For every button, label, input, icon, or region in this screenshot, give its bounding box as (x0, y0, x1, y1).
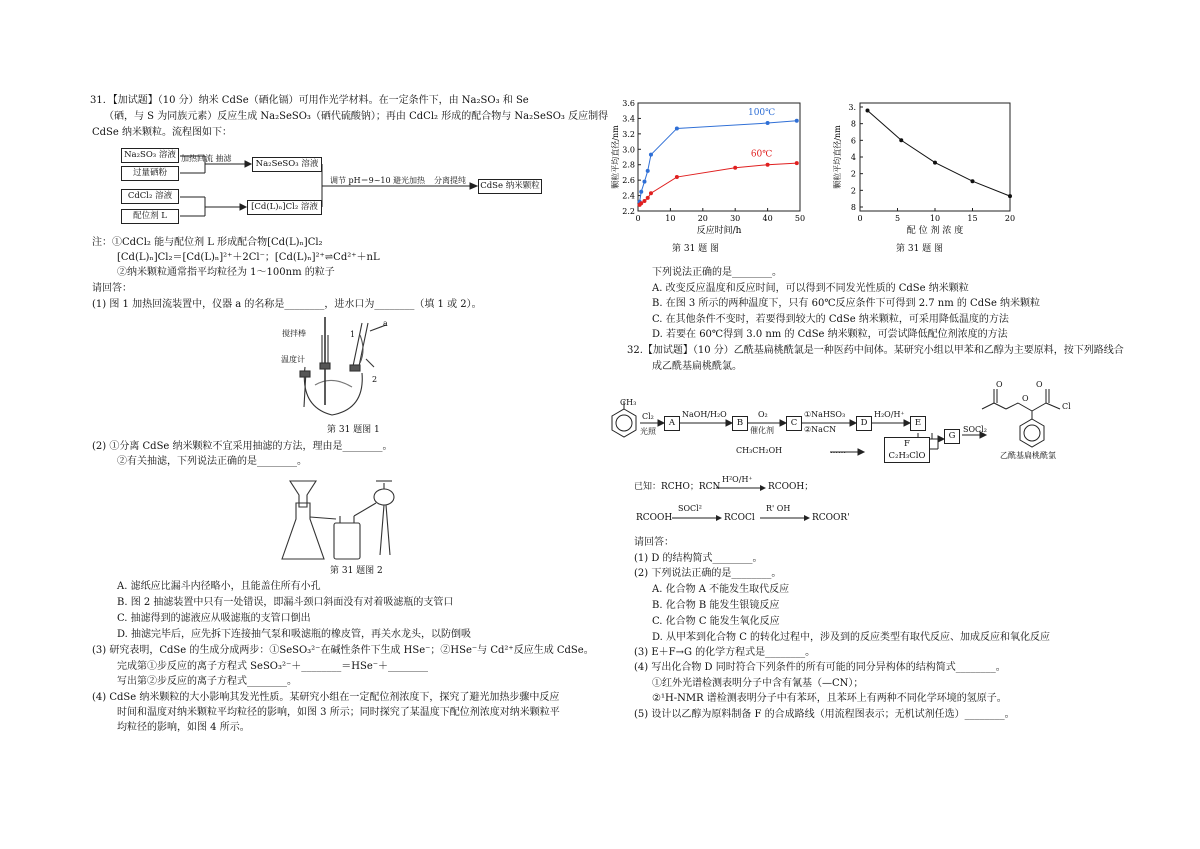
route-compound-g: G (944, 429, 960, 444)
filtration-apparatus-drawing (278, 473, 418, 565)
q32-part5: (5) 设计以乙醇为原料制备 F 的合成路线（用流程图表示；无机试剂任选）________。 (634, 709, 1015, 720)
route-compound-c: C (786, 416, 802, 431)
q32-part2: (2) 下列说法正确的是________。 (634, 568, 782, 579)
particle-size-vs-ligand-chart (828, 95, 1028, 240)
data-point (675, 175, 679, 179)
flow-na2seso3-box: Na₂SeSO₃ 溶液 (252, 157, 322, 172)
flow-cdcl2-box: CdCl₂ 溶液 (121, 189, 179, 204)
y-tick-label: 3.2 (622, 129, 635, 139)
y-tick-label: 6 (850, 136, 856, 146)
data-point (933, 161, 937, 165)
q31-part3a: (3) 研究表明，CdSe 的生成分成两步：①SeSO₃²⁻在碱性条件下生成 HSe⁻；②HSe⁻与 Cd²⁺反应生成 CdSe。 (92, 645, 594, 656)
known-arrow1 (716, 484, 766, 492)
label-instrument-a: a (383, 319, 388, 328)
route-compound-b: B (732, 416, 748, 431)
flow-product-box: CdSe 纳米颗粒 (478, 179, 542, 194)
x-tick-label: 0 (857, 214, 863, 223)
known2-mid: RCOCl (724, 513, 755, 523)
series-legend-label: 60℃ (750, 149, 773, 160)
q32-intro-line1: 32.【加试题】（10 分）乙酰基扁桃酰氯是一种医药中间体。某研究小组以甲苯和乙醇为主要原料，按下列路线合 (627, 345, 1124, 356)
x-tick-label: 10 (665, 214, 676, 223)
flowchart-lines (0, 0, 600, 230)
known-prod1: RCOOH； (768, 482, 814, 492)
y-tick-label: 4 (850, 153, 856, 162)
q31-part4a: (4) CdSe 纳米颗粒的大小影响其发光性质。某研究小组在一定配位剂浓度下，探究了避光加热步骤中反应 (92, 692, 560, 703)
data-point (899, 138, 903, 142)
x-tick-label: 10 (929, 214, 941, 223)
data-point (1008, 194, 1012, 198)
y-tick-label: 2.8 (622, 160, 635, 170)
plot-frame (638, 103, 800, 211)
x-tick-label: 40 (762, 214, 773, 223)
q31-option-c: C. 抽滤得到的滤液应从吸滤瓶的支管口倒出 (117, 613, 311, 624)
y-tick-label: 3.0 (622, 145, 635, 155)
x-tick-label: 0 (635, 214, 641, 223)
data-point (766, 163, 770, 167)
q32-option-d: D. 从甲苯到化合物 C 的转化过程中，涉及到的反应类型有取代反应、加成反应和氧化反应 (652, 632, 1051, 643)
figure1-caption: 第 31 题图 1 (327, 425, 380, 435)
y-tick-label: 3. (848, 103, 856, 112)
known2-prod: RCOOR' (812, 513, 850, 523)
route-ethanol-label: CH₃CH₂OH (736, 446, 783, 455)
q31-part2b: ②有关抽滤，下列说法正确的是________。 (117, 456, 307, 467)
y-tick-label: 3.6 (622, 99, 635, 108)
y-tick-label: 3.4 (622, 114, 635, 124)
series-line (640, 163, 797, 205)
q31-note1: 注：①CdCl₂ 能与配位剂 L 形成配合物[Cd(L)ₙ]Cl₂ (92, 237, 323, 248)
y-tick-label: 8 (850, 203, 856, 212)
y-tick-label: 2 (850, 169, 856, 179)
route-compound-d: D (856, 416, 872, 431)
q32-intro-line2: 成乙酰基扁桃酰氯。 (652, 361, 742, 372)
route-f-letter: F (904, 439, 910, 449)
flow-na2so3-box: Na₂SO₃ 溶液 (121, 148, 179, 163)
x-tick-label: 30 (730, 214, 741, 223)
x-tick-label: 15 (967, 214, 978, 223)
route-nahso3-label: ①NaHSO₃ (804, 410, 846, 419)
route-ch3-label: CH₃ (620, 398, 637, 407)
data-point (766, 121, 770, 125)
q31-note3: ②纳米颗粒通常指平均粒径为 1～100nm 的粒子 (117, 267, 335, 278)
q31-charts-option-d: D. 若要在 60℃得到 3.0 nm 的 CdSe 纳米颗粒，可尝试降低配位剂浓度的方法 (652, 329, 1008, 340)
series-line (640, 121, 797, 202)
q31-question-after-charts: 下列说法正确的是________。 (652, 267, 782, 278)
q31-intro-line1: 31．【加试题】（10 分）纳米 CdSe（硒化镉）可用作光学材料。在一定条件下，由 Na₂SO₃ 和 Se (90, 95, 529, 106)
figure2-caption: 第 31 题图 2 (330, 566, 383, 576)
data-point (795, 161, 799, 165)
q31-option-b: B. 图 2 抽滤装置中只有一处错误，即漏斗颈口斜面没有对着吸滤瓶的支管口 (117, 597, 454, 608)
data-point (733, 166, 737, 170)
route-product-o3: O (1022, 394, 1029, 403)
q32-part3: (3) E＋F→G 的化学方程式是________。 (634, 647, 816, 658)
route-product-o1: O (1036, 380, 1043, 389)
q31-part4c: 均粒径的影响，如图 4 所示。 (117, 722, 250, 733)
flow-selenium-box: 过量硒粉 (121, 166, 179, 181)
route-o2-label: O₂ (758, 410, 768, 419)
q31-part1: (1) 图 1 加热回流装置中，仪器 a 的名称是________，进水口为________（填 1 或 2）。 (92, 299, 482, 310)
route-compound-f (884, 437, 930, 463)
known2-arrow1 (672, 514, 722, 522)
route-nacn-label: ②NaCN (804, 425, 837, 434)
flow-ligand-box: 配位剂 L (121, 209, 179, 224)
data-point (646, 169, 650, 173)
route-f-formula: C₂H₃ClO (888, 451, 926, 461)
route-h2o-label: H₂O/H⁺ (874, 410, 905, 419)
q31-charts-option-b: B. 在图 3 所示的两种温度下，只有 60℃反应条件下可得到 2.7 nm 的 CdSe 纳米颗粒 (652, 298, 1041, 309)
route-compound-e: E (910, 416, 926, 431)
figure4-caption: 第 31 题 图 (896, 244, 944, 254)
data-point (639, 201, 643, 205)
q31-option-d: D. 抽滤完毕后，应先拆下连接抽气泵和吸滤瓶的橡皮管，再关水龙头，以防倒吸 (117, 629, 472, 640)
series-line (868, 110, 1011, 196)
y-tick-label: 8 (850, 119, 856, 129)
route-cl2-label: Cl₂ (642, 412, 654, 421)
q31-intro-line3: CdSe 纳米颗粒。流程图如下： (92, 127, 232, 138)
q31-part4b: 时间和温度对纳米颗粒平均粒径的影响，如图 3 所示；同时探究了某温度下配位剂浓度对纳米颗粒平 (117, 707, 560, 718)
q31-intro-line2: （硒，与 S 为同族元素）反应生成 Na₂SeSO₃（硒代硫酸钠）；再由 CdCl₂ 形成的配合物与 Na₂SeSO₃ 反应制得 (104, 111, 609, 122)
known-label: 已知：RCHO；RCN (634, 482, 721, 492)
q31-part2a: (2) ①分离 CdSe 纳米颗粒不宜采用抽滤的方法，理由是________。 (92, 441, 393, 452)
flow-ph-label: 调节 pH＝9~10 (330, 176, 391, 185)
x-tick-label: 5 (894, 214, 901, 223)
data-point (649, 153, 653, 157)
data-point (642, 180, 646, 184)
data-point (795, 119, 799, 123)
flow-separate-label: 分离提纯 (434, 176, 466, 185)
q31-note2: [Cd(L)ₙ]Cl₂＝[Cd(L)ₙ]²⁺＋2Cl⁻；[Cd(L)ₙ]²⁺⇌Cd²⁺＋nL (117, 252, 380, 263)
known2-arrow2 (760, 514, 810, 522)
series-legend-label: 100℃ (747, 108, 776, 119)
particle-size-vs-time-chart (600, 95, 815, 240)
y-axis-label: 颗粒平均直径/nm (833, 125, 842, 189)
label-inlet-2: 2 (372, 375, 378, 384)
q31-part3c: 写出第②步反应的离子方程式________。 (117, 676, 297, 687)
data-point (639, 190, 643, 194)
y-tick-label: 2.2 (622, 207, 635, 216)
route-product-cl: Cl (1062, 402, 1071, 411)
route-product-o2: O (996, 380, 1003, 389)
q32-part4-cond1: ①红外光谱检测表明分子中含有氰基（—CN）； (652, 678, 864, 689)
known2-lhs: RCOOH (636, 513, 673, 523)
data-point (866, 108, 870, 112)
q32-part4: (4) 写出化合物 D 同时符合下列条件的所有可能的同分异构体的结构简式________。 (634, 662, 1006, 673)
q32-part4-cond2: ②¹H-NMR 谱检测表明分子中有苯环，且苯环上有两种不同化学环境的氢原子。 (652, 693, 1007, 704)
q31-charts-option-c: C. 在其他条件不变时，若要得到较大的 CdSe 纳米颗粒，可采用降低温度的方法 (652, 314, 1009, 325)
q32-option-b: B. 化合物 B 能发生银镜反应 (652, 600, 780, 611)
flow-heat-label: 加热回流 抽滤 (181, 154, 232, 163)
label-inlet-1: 1 (350, 330, 356, 339)
known-cond1: H²O/H⁺ (722, 475, 753, 484)
route-naoh-label: NaOH/H₂O (682, 410, 727, 419)
x-tick-label: 20 (697, 214, 708, 223)
y-tick-label: 2.6 (622, 176, 635, 186)
route-product-name: 乙酰基扁桃酰氯 (1000, 451, 1056, 460)
q31-ask: 请回答： (92, 283, 132, 294)
q32-option-c: C. 化合物 C 能发生氧化反应 (652, 616, 780, 627)
data-point (646, 196, 650, 200)
known2-cond2: R' OH (766, 504, 791, 513)
route-compound-a: A (664, 416, 680, 431)
q32-option-a: A. 化合物 A 不能发生取代反应 (652, 584, 790, 595)
flow-complex-box: [Cd(L)ₙ]Cl₂ 溶液 (247, 200, 322, 215)
route-dots-label: …… (830, 446, 846, 455)
data-point (642, 199, 646, 203)
x-tick-label: 50 (794, 214, 806, 223)
y-tick-label: 2 (850, 186, 856, 196)
q31-charts-option-a: A. 改变反应温度和反应时间，可以得到不同发光性质的 CdSe 纳米颗粒 (652, 283, 969, 294)
y-tick-label: 2.4 (622, 191, 635, 201)
known2-cond1: SOCl² (678, 504, 702, 513)
flow-dark-heat-label: 避光加热 (393, 176, 425, 185)
q31-option-a: A. 滤纸应比漏斗内径略小，且能盖住所有小孔 (117, 581, 321, 592)
data-point (675, 126, 679, 130)
q32-ask: 请回答： (634, 537, 674, 548)
route-light-label: 光照 (640, 427, 656, 436)
data-point (971, 179, 975, 183)
data-point (649, 191, 653, 195)
figure3-caption: 第 31 题 图 (672, 244, 720, 254)
label-thermometer: 温度计 (281, 355, 305, 364)
q31-part3b: 完成第①步反应的离子方程式 SeSO₃²⁻＋________＝HSe⁻＋________ (117, 661, 429, 672)
x-tick-label: 20 (1004, 214, 1016, 223)
plot-frame (860, 103, 1010, 211)
label-stir-rod: 搅拌棒 (282, 329, 306, 338)
route-socl2-label: SOCl₂ (963, 425, 987, 434)
q32-part1: (1) D 的结构简式________。 (634, 553, 763, 564)
y-axis-label: 颗粒平均直径/nm (611, 125, 620, 189)
x-axis-label: 反应时间/h (696, 226, 742, 236)
route-catalyst-label: 催化剂 (750, 426, 774, 435)
x-axis-label: 配 位 剂 浓 度 (906, 226, 964, 236)
